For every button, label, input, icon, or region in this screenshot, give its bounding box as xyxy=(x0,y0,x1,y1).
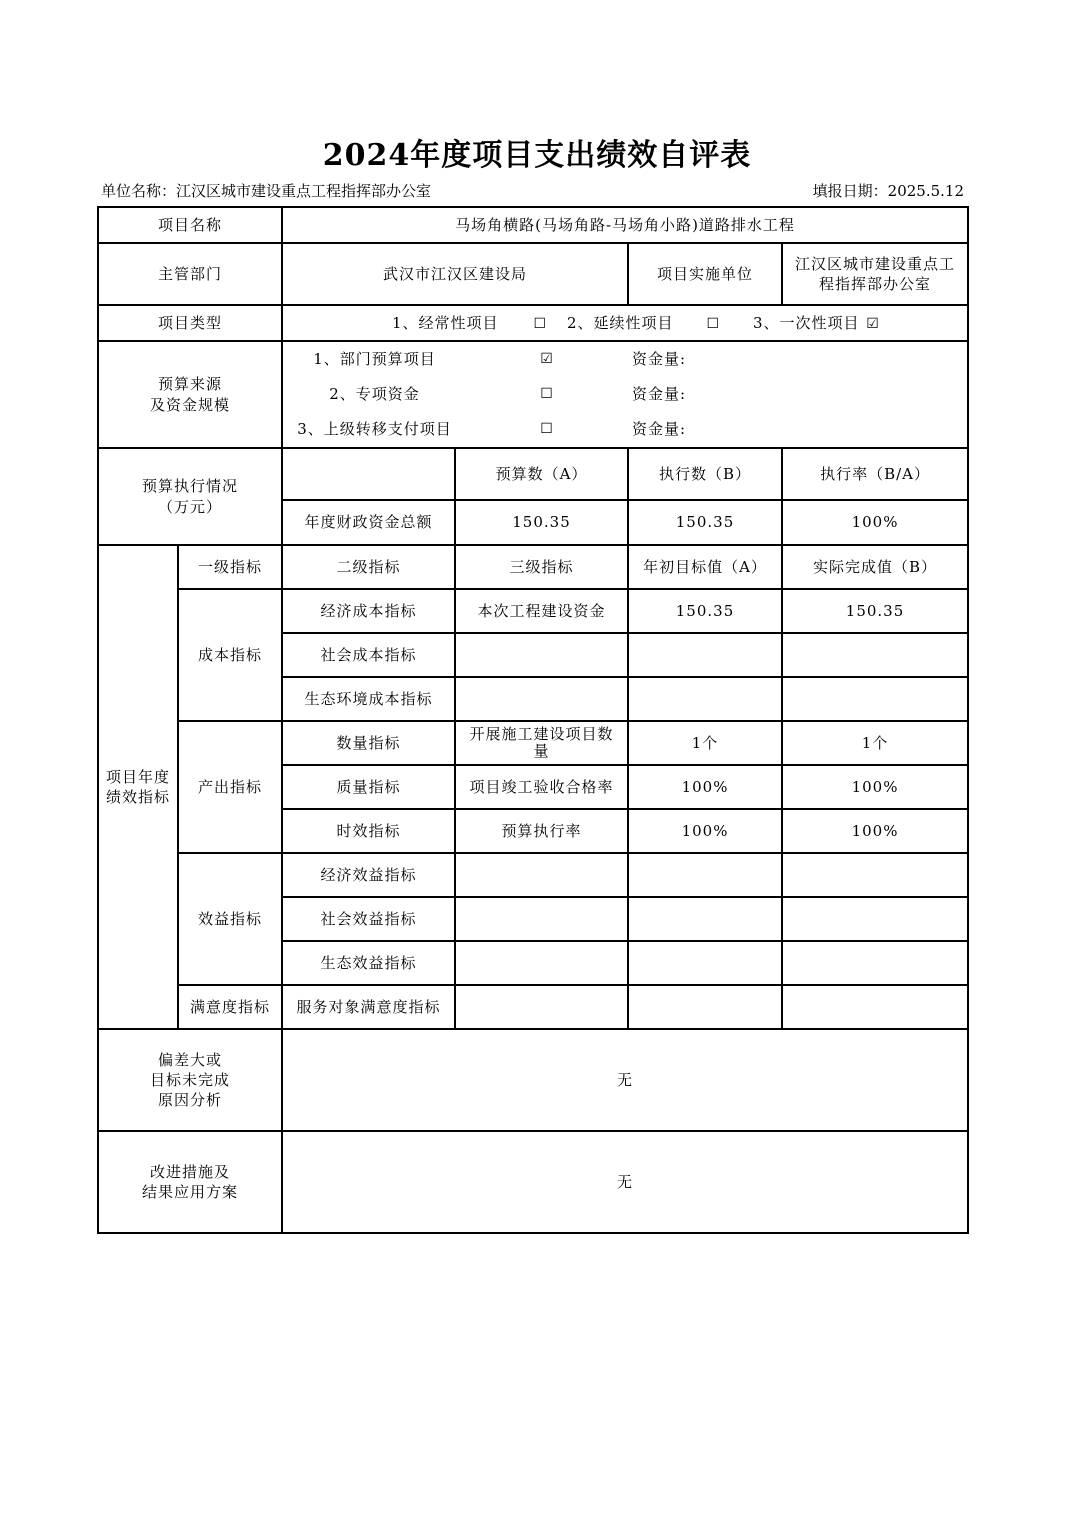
dept-label: 主管部门 xyxy=(98,243,282,305)
budget-source-item-label: 3、上级转移支付项目 xyxy=(297,420,452,439)
indicator-actual: 150.35 xyxy=(782,589,968,633)
indicator-actual xyxy=(782,677,968,721)
indicator-level2: 社会效益指标 xyxy=(282,897,455,941)
type-option-onetime: 3、一次性项目 xyxy=(752,313,860,332)
deviation-label-line-3: 原因分析 xyxy=(158,1091,223,1110)
table-row xyxy=(98,985,968,1029)
header-level1: 一级指标 xyxy=(178,545,282,589)
checkbox-continuing-icon[interactable]: ☐ xyxy=(706,315,721,332)
table-row xyxy=(98,721,968,765)
checkbox-onetime-icon[interactable]: ☑ xyxy=(866,315,880,332)
impl-value xyxy=(782,243,968,305)
deviation-label-line-2: 目标未完成 xyxy=(150,1070,231,1089)
improvement-label xyxy=(98,1131,282,1233)
indicator-target xyxy=(628,941,782,985)
row-improvement xyxy=(98,1131,968,1233)
indicator-actual: 100% xyxy=(782,809,968,853)
execution-label-line-2: （万元） xyxy=(158,497,223,516)
indicator-level2: 生态效益指标 xyxy=(282,941,455,985)
indicator-level3: 项目竣工验收合格率 xyxy=(455,765,628,809)
budget-source-items xyxy=(282,341,968,448)
row-execution-header xyxy=(98,448,968,500)
row-budget-source xyxy=(98,341,968,448)
evaluation-table xyxy=(97,206,969,1234)
indicator-level2: 经济效益指标 xyxy=(282,853,455,897)
execution-col-rate: 执行率（B/A） xyxy=(782,448,968,500)
indicator-target: 150.35 xyxy=(628,589,782,633)
indicator-level3 xyxy=(455,633,628,677)
row-department xyxy=(98,243,968,305)
budget-source-item-amount: 资金量: xyxy=(632,420,687,439)
cost-indicator-label: 成本指标 xyxy=(178,589,282,721)
execution-value-a: 150.35 xyxy=(455,500,628,545)
execution-empty-header xyxy=(282,448,455,500)
budget-source-item-amount: 资金量: xyxy=(632,385,687,404)
output-indicator-label: 产出指标 xyxy=(178,721,282,853)
indicator-level3: 预算执行率 xyxy=(455,809,628,853)
indicator-level3-line-2: 量 xyxy=(533,742,550,760)
indicator-target xyxy=(628,677,782,721)
type-option-recurring: 1、经常性项目 xyxy=(391,313,499,332)
indicator-actual xyxy=(782,633,968,677)
table-row xyxy=(98,853,968,897)
checkbox-special-fund-icon[interactable]: ☐ xyxy=(540,386,554,403)
type-option-continuing: 2、延续性项目 xyxy=(566,313,674,332)
indicator-level3 xyxy=(455,853,628,897)
indicator-level2: 时效指标 xyxy=(282,809,455,853)
execution-row-label: 年度财政资金总额 xyxy=(282,500,455,545)
budget-source-item-amount: 资金量: xyxy=(632,350,687,369)
row-project-type xyxy=(98,305,968,341)
satisfaction-indicator-label: 满意度指标 xyxy=(178,985,282,1029)
header-target: 年初目标值（A） xyxy=(628,545,782,589)
indicator-target: 1个 xyxy=(628,721,782,765)
improvement-label-line-2: 结果应用方案 xyxy=(142,1183,239,1201)
indicator-level2: 生态环境成本指标 xyxy=(282,677,455,721)
indicators-section-label xyxy=(98,545,178,1029)
project-name-label: 项目名称 xyxy=(98,207,282,243)
indicator-target xyxy=(628,853,782,897)
deviation-label xyxy=(98,1029,282,1131)
execution-label xyxy=(98,448,282,545)
type-options xyxy=(282,305,968,341)
indicator-level2: 数量指标 xyxy=(282,721,455,765)
budget-source-item xyxy=(287,412,963,447)
indicator-level3-line-1: 开展施工建设项目数 xyxy=(469,724,614,743)
indicator-level3 xyxy=(455,721,628,765)
project-name-value: 马场角横路(马场角路-马场角小路)道路排水工程 xyxy=(282,207,968,243)
deviation-label-line-1: 偏差大或 xyxy=(158,1050,223,1069)
header-actual: 实际完成值（B） xyxy=(782,545,968,589)
indicator-target xyxy=(628,633,782,677)
impl-line-1: 江汉区城市建设重点工 xyxy=(795,254,956,273)
execution-value-rate: 100% xyxy=(782,500,968,545)
form-title: 2024年度项目支出绩效自评表 xyxy=(322,138,752,173)
row-indicator-header xyxy=(98,545,968,589)
type-label: 项目类型 xyxy=(98,305,282,341)
indicator-level3 xyxy=(455,897,628,941)
indicator-level2: 社会成本指标 xyxy=(282,633,455,677)
row-deviation xyxy=(98,1029,968,1131)
dept-value: 武汉市江汉区建设局 xyxy=(282,243,628,305)
budget-source-label-line-2: 及资金规模 xyxy=(150,395,231,414)
row-project-name xyxy=(98,207,968,243)
indicator-target xyxy=(628,897,782,941)
indicator-target: 100% xyxy=(628,809,782,853)
indicator-actual xyxy=(782,853,968,897)
indicator-target xyxy=(628,985,782,1029)
indicator-level3 xyxy=(455,985,628,1029)
budget-source-label-line-1: 预算来源 xyxy=(158,375,223,394)
indicators-section-label-line-2: 绩效指标 xyxy=(105,788,170,806)
table-row xyxy=(98,589,968,633)
deviation-value: 无 xyxy=(282,1029,968,1131)
indicator-actual xyxy=(782,985,968,1029)
execution-col-b: 执行数（B） xyxy=(628,448,782,500)
unit-name: 单位名称：江汉区城市建设重点工程指挥部办公室 xyxy=(101,182,432,200)
indicators-section-label-line-1: 项目年度 xyxy=(105,767,170,786)
indicator-level3: 本次工程建设资金 xyxy=(455,589,628,633)
indicator-level3 xyxy=(455,941,628,985)
budget-source-item-label: 2、专项资金 xyxy=(329,385,420,404)
improvement-label-line-1: 改进措施及 xyxy=(150,1162,231,1181)
indicator-level2: 服务对象满意度指标 xyxy=(282,985,455,1029)
indicator-actual: 100% xyxy=(782,765,968,809)
budget-source-item-label: 1、部门预算项目 xyxy=(313,350,436,369)
header-level2: 二级指标 xyxy=(282,545,455,589)
budget-source-item xyxy=(287,342,963,377)
impl-label: 项目实施单位 xyxy=(628,243,782,305)
indicator-actual: 1个 xyxy=(782,721,968,765)
impl-line-2: 程指挥部办公室 xyxy=(819,275,932,293)
execution-value-b: 150.35 xyxy=(628,500,782,545)
budget-source-label xyxy=(98,341,282,448)
checkbox-transfer-payment-icon[interactable]: ☐ xyxy=(540,421,554,438)
indicator-target: 100% xyxy=(628,765,782,809)
improvement-value: 无 xyxy=(282,1131,968,1233)
execution-label-line-1: 预算执行情况 xyxy=(142,477,239,496)
checkbox-recurring-icon[interactable]: ☐ xyxy=(533,315,548,332)
indicator-actual xyxy=(782,897,968,941)
indicator-level3 xyxy=(455,677,628,721)
benefit-indicator-label: 效益指标 xyxy=(178,853,282,985)
execution-col-a: 预算数（A） xyxy=(455,448,628,500)
indicator-level2: 经济成本指标 xyxy=(282,589,455,633)
indicator-actual xyxy=(782,941,968,985)
budget-source-item xyxy=(287,377,963,412)
report-date: 填报日期：2025.5.12 xyxy=(812,182,964,200)
header-level3: 三级指标 xyxy=(455,545,628,589)
checkbox-dept-budget-icon[interactable]: ☑ xyxy=(540,351,554,368)
indicator-level2: 质量指标 xyxy=(282,765,455,809)
